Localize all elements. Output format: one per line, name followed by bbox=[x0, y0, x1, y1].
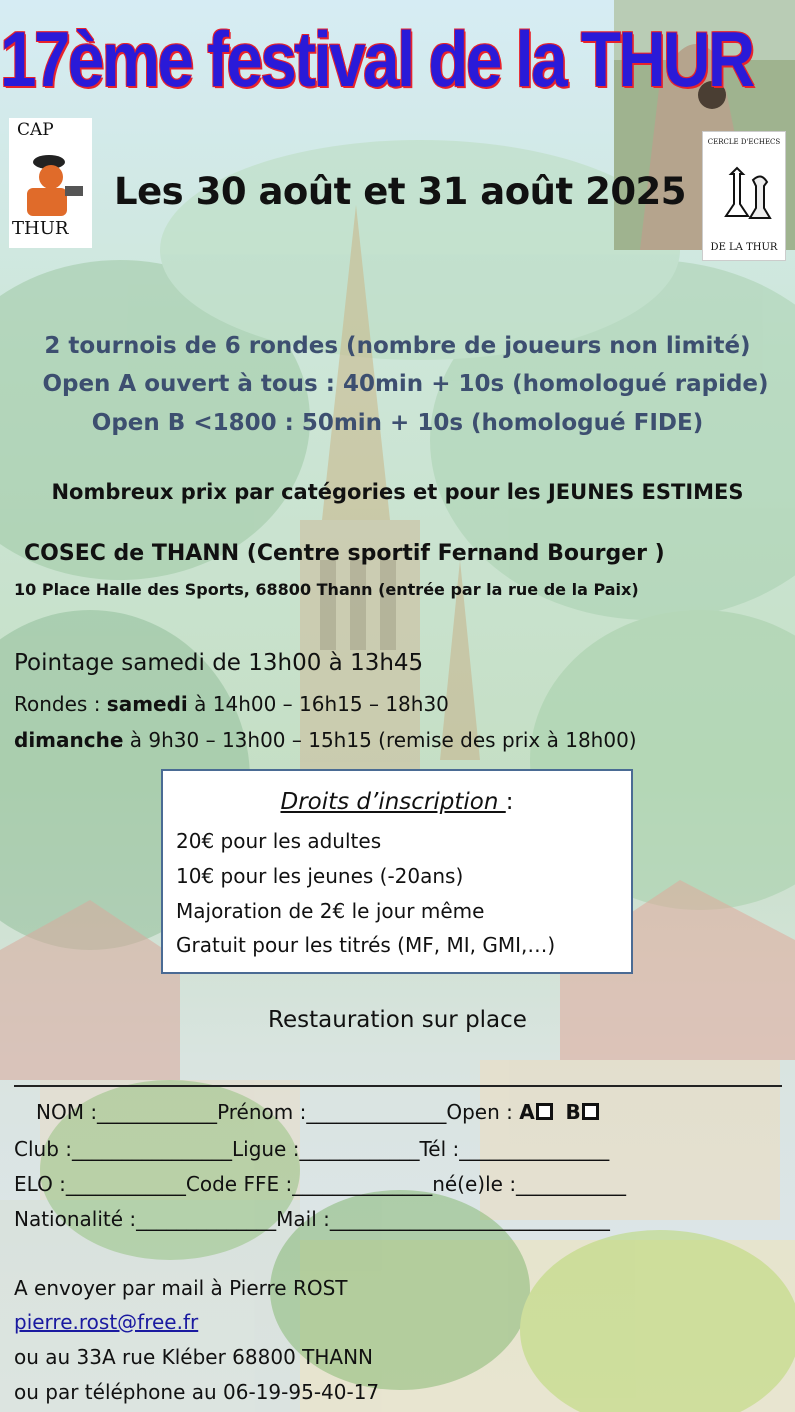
cercle-echecs-logo bbox=[702, 131, 786, 261]
dimanche-label: dimanche bbox=[14, 728, 124, 752]
event-dates: Les 30 août et 31 août 2025 bbox=[114, 170, 687, 213]
pointage-text: Pointage samedi de 13h00 à 13h45 bbox=[14, 650, 424, 676]
logo-text-cap: CAP bbox=[17, 120, 54, 140]
tournois-line-1: 2 tournois de 6 rondes (nombre de joueurs non limité) bbox=[44, 333, 751, 359]
envoi-address: ou au 33A rue Kléber 68800 THANN bbox=[14, 1345, 374, 1369]
rondes-dimanche bbox=[14, 728, 637, 752]
venue-name: COSEC de THANN (Centre sportif Fernand Bourger ) bbox=[24, 541, 665, 566]
form-separator bbox=[14, 1085, 782, 1087]
logo-text-de-la-thur: DE LA THUR bbox=[710, 242, 778, 253]
open-b-checkbox[interactable] bbox=[582, 1103, 599, 1120]
envoi-phone: ou par téléphone au 06-19-95-40-17 bbox=[14, 1380, 380, 1404]
open-b-label: B bbox=[565, 1100, 581, 1124]
inscription-title-text: Droits d’inscription bbox=[280, 789, 506, 815]
cap-thur-logo bbox=[9, 118, 92, 248]
tournois-line-3: Open B <1800 : 50min + 10s (homologué FIDE) bbox=[91, 410, 704, 436]
rondes-samedi bbox=[14, 692, 449, 716]
form-row-nationalite[interactable]: Nationalité :______________Mail :____________________________ bbox=[14, 1207, 610, 1231]
fee-line: Majoration de 2€ le jour même bbox=[176, 899, 485, 923]
nom-field[interactable]: NOM :____________ bbox=[36, 1100, 218, 1124]
form-row-nom bbox=[36, 1100, 599, 1124]
prix-text: Nombreux prix par catégories et pour les JEUNES ESTIMES bbox=[51, 480, 744, 504]
open-a-checkbox[interactable] bbox=[536, 1103, 553, 1120]
fee-line: 20€ pour les adultes bbox=[176, 829, 382, 853]
restauration-text: Restauration sur place bbox=[268, 1007, 527, 1033]
contact-email-link[interactable]: pierre.rost@free.fr bbox=[14, 1310, 199, 1334]
logo-text-thur: THUR bbox=[12, 218, 69, 239]
tournois-line-2: Open A ouvert à tous : 40min + 10s (homologué rapide) bbox=[42, 371, 769, 397]
open-a-label: A bbox=[519, 1100, 535, 1124]
fee-line: Gratuit pour les titrés (MF, MI, GMI,…) bbox=[176, 933, 556, 957]
logo-text-cercle: CERCLE D'ECHECS bbox=[707, 138, 781, 146]
festival-title: 17ème festival de la THUR bbox=[0, 15, 753, 103]
venue-address: 10 Place Halle des Sports, 68800 Thann (entrée par la rue de la Paix) bbox=[14, 580, 639, 599]
chess-pieces-icon bbox=[703, 154, 787, 234]
envoi-line-1: A envoyer par mail à Pierre ROST bbox=[14, 1276, 348, 1300]
samedi-times: à 14h00 – 16h15 – 18h30 bbox=[187, 692, 449, 716]
inscription-title bbox=[163, 789, 631, 815]
chess-player-icon bbox=[9, 142, 92, 222]
inscription-box bbox=[161, 769, 633, 974]
inscription-colon: : bbox=[505, 789, 514, 815]
prenom-field[interactable]: Prénom :______________ bbox=[217, 1100, 447, 1124]
open-label: Open : bbox=[446, 1100, 520, 1124]
fee-line: 10€ pour les jeunes (-20ans) bbox=[176, 864, 464, 888]
rondes-prefix: Rondes : bbox=[14, 692, 107, 716]
dimanche-times: à 9h30 – 13h00 – 15h15 (remise des prix à 18h00) bbox=[123, 728, 637, 752]
samedi-label: samedi bbox=[106, 692, 188, 716]
form-row-elo[interactable]: ELO :____________Code FFE :______________né(e)le :___________ bbox=[14, 1172, 627, 1196]
form-row-club[interactable]: Club :________________Ligue :____________Tél :_______________ bbox=[14, 1137, 610, 1161]
